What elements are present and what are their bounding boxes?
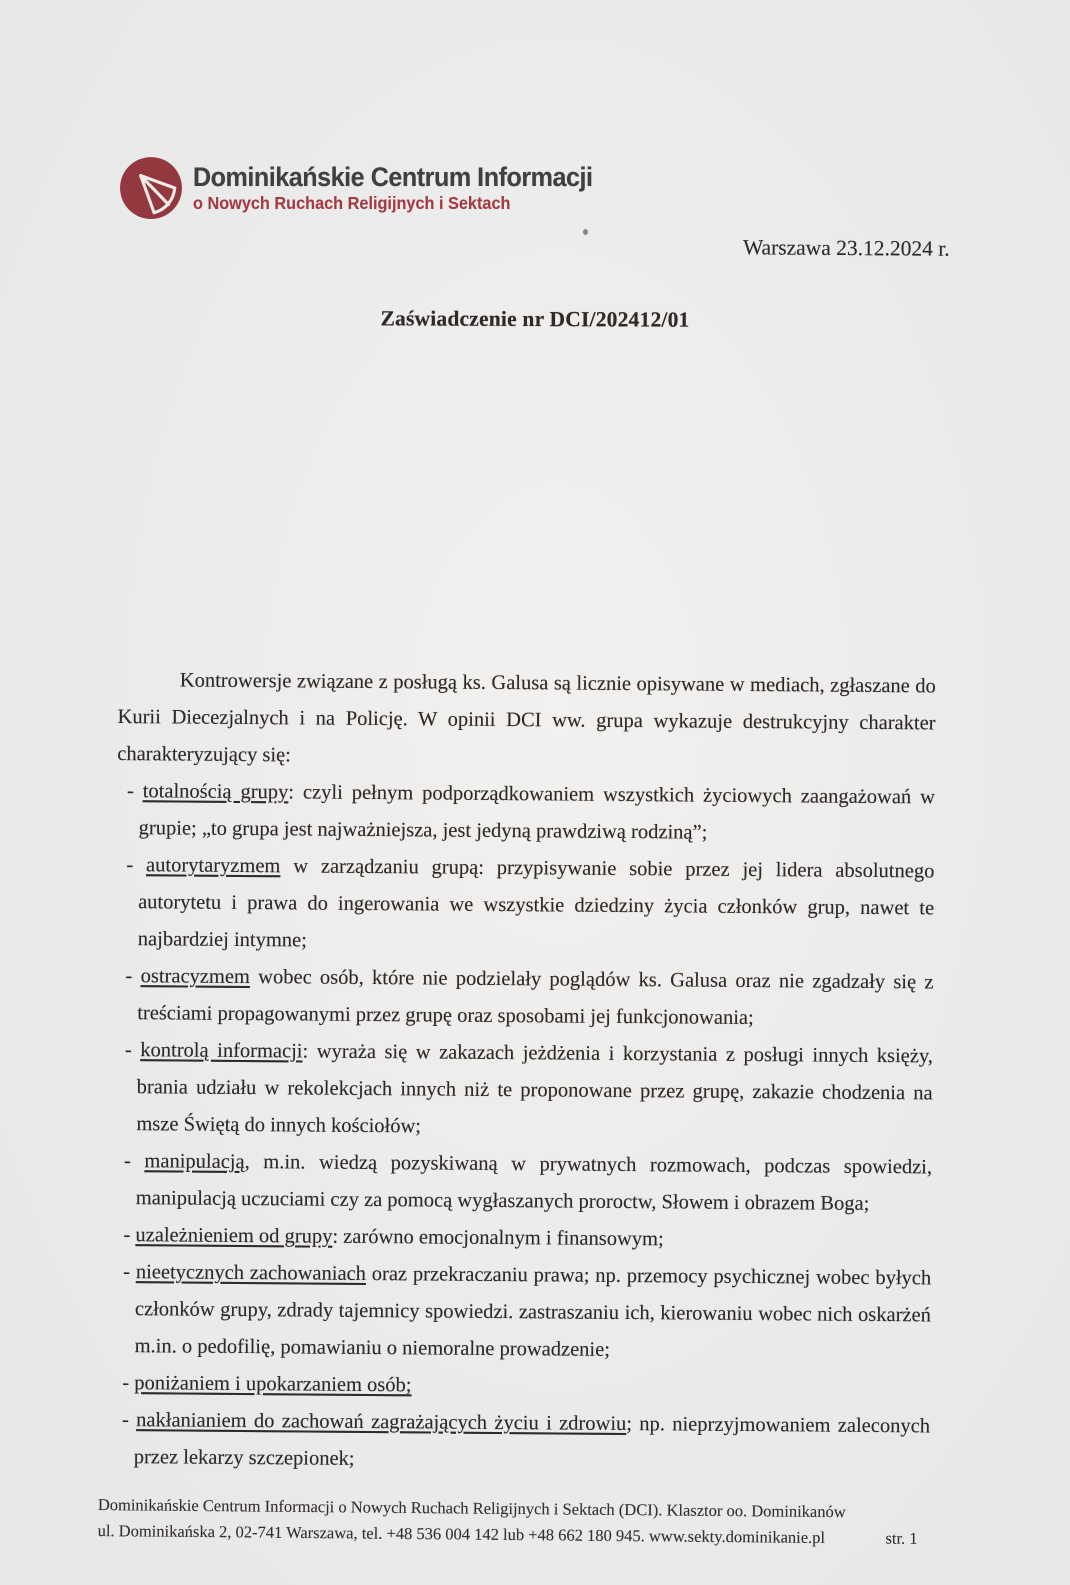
bullet-lead: uzależnieniem od grupy (135, 1224, 333, 1248)
bullet-dash: - (123, 1150, 131, 1173)
logo-subtitle: o Nowych Ruchach Religijnych i Sektach (193, 193, 511, 213)
bullet-dash: - (124, 1039, 132, 1062)
list-item (116, 847, 935, 964)
bullet-lead: ostracyzmem (140, 965, 251, 989)
list-item (114, 1032, 933, 1149)
bullet-dash: - (122, 1372, 130, 1395)
bullet-list (112, 773, 935, 1482)
org-logo-icon (118, 155, 184, 221)
bullet-lead: kontrolą informacji (140, 1039, 303, 1063)
bullet-lead: totalnością grupy (142, 780, 289, 804)
bullet-text: : zarówno emocjonalnym i finansowym; (332, 1225, 664, 1251)
dateline: Warszawa 23.12.2024 r. (743, 235, 951, 261)
intro-paragraph: Kontrowersje związane z posługą ks. Galusa są licznie opisywane w mediach, zgłaszane do Kurii Diecezjalnych i na Policję. W opinii DCI ww. grupa wykazuje destrukcyjny charakter charakteryzujący się: (117, 669, 936, 767)
list-item (112, 1402, 931, 1482)
list-item (113, 1217, 931, 1260)
bullet-lead: nieetycznych zachowaniach (135, 1261, 367, 1285)
list-item (112, 1365, 930, 1408)
bullet-text: : czyli pełnym podporządkowaniem wszystkich życiowych zaangażowań w grupie; „to grupa jest najważniejsza, jest jedyną prawdziwą rodziną”; (138, 781, 936, 844)
bullet-text: w zarządzaniu grupą: przypisywanie sobie przez jej lidera absolutnego autorytetu i prawa do ingerowania we wszystkie dziedziny życia członków grup, nawet te najbardziej intymne; (137, 855, 935, 952)
bullet-text: ; np. nieprzyjmowaniem zaleconych przez lekarzy szczepionek; (133, 1413, 931, 1470)
page-title: Zaświadczenie nr DCI/202412/01 (380, 306, 690, 332)
list-item (112, 1254, 931, 1371)
bullet-dash: - (123, 1261, 131, 1284)
list-item (114, 1143, 933, 1223)
bullet-dash: - (121, 1409, 129, 1432)
bullet-dash: - (126, 780, 134, 803)
bullet-text: : wyraża się w zakazach jeżdżenia i korzystania z posługi innych księży, brania udziału w rekolekcjach innych niż te proponowane przez grupę, zakazie chodzenia na msze Świętą do innych kościołów; (136, 1040, 934, 1138)
list-item (115, 958, 934, 1038)
document-body (112, 662, 936, 1482)
bullet-lead: poniżaniem i upokarzaniem osób; (134, 1372, 412, 1397)
bullet-dash: - (123, 1224, 131, 1247)
logo-title: Dominikańskie Centrum Informacji (193, 162, 593, 192)
bullet-text: , m.in. wiedzą pozyskiwaną w prywatnych rozmowach, podczas spowiedzi, manipulacją uczuciami czy za pomocą wygłaszanych proroctw, Słowem i obrazem Boga; (135, 1151, 933, 1215)
bullet-dash: - (125, 965, 133, 988)
page-footer (98, 1492, 932, 1552)
scan-speck (583, 229, 588, 235)
bullet-lead: nakłanianiem do zachowań zagrażających życiu i zdrowiu (136, 1409, 627, 1436)
bullet-lead: autorytaryzmem (145, 854, 281, 878)
bullet-text: oraz przekraczaniu prawa; np. przemocy psychicznej wobec byłych członków grupy, zdrady tajemnicy spowiedzi. zastraszaniu ich, kierowaniu wobec nich oskarżeń m.in. o pedofilię, pomawianiu o niemoralne prowadzenie; (134, 1262, 932, 1361)
footer-line-2: ul. Dominikańska 2, 02-741 Warszawa, tel. +48 536 004 142 lub +48 662 180 945. www.sekty.dominikanie.pl (97, 1520, 826, 1547)
list-item (117, 773, 936, 853)
footer-line-1: Dominikańskie Centrum Informacji o Nowych Ruchach Religijnych i Sektach (DCI). Klasztor oo. Dominikanów (97, 1494, 846, 1522)
bullet-text: wobec osób, które nie podzielały poglądów ks. Galusa oraz nie zgadzały się z treściami propagowanymi przez grupę oraz sposobami jej funkcjonowania; (137, 966, 934, 1030)
bullet-lead: manipulacją (144, 1150, 245, 1174)
org-logo (118, 155, 623, 221)
bullet-dash: - (126, 854, 134, 877)
page-number: str. 1 (885, 1528, 918, 1548)
